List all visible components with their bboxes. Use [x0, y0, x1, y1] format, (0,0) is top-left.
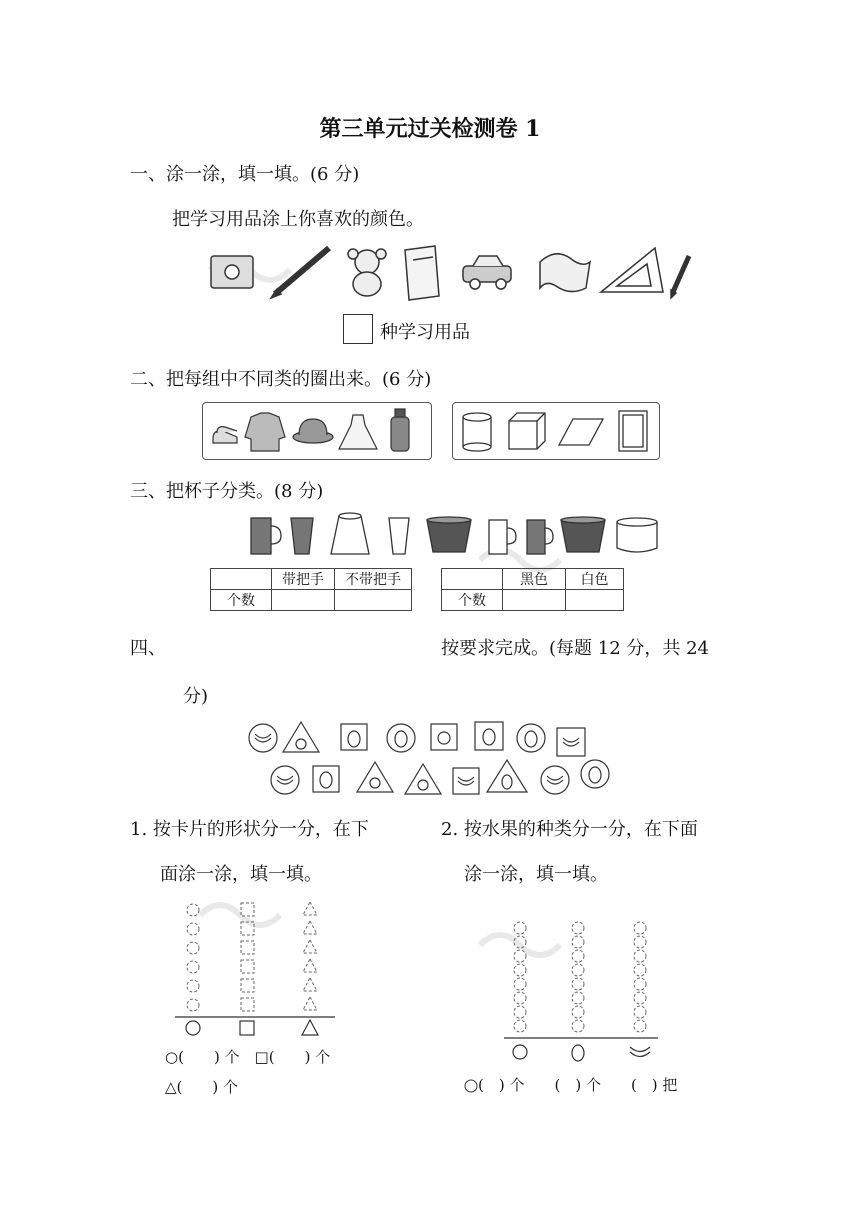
answer-cell[interactable] [503, 590, 566, 611]
cylinder-icon[interactable] [463, 413, 491, 451]
pencil-sharpener-icon[interactable] [211, 256, 253, 288]
q4-fruit-cards [245, 718, 625, 800]
q4-sub2-fill-row[interactable] [464, 1074, 677, 1095]
apple-icon [464, 1079, 478, 1093]
triangle-label-icon [302, 1020, 318, 1035]
q4-heading-cont: 分) [183, 686, 209, 707]
triangle-card-apple2-icon[interactable] [357, 762, 393, 792]
q4-sub1-shape-chart [170, 898, 360, 1038]
dress-icon[interactable] [339, 415, 377, 449]
q1-items-row [205, 242, 695, 302]
bowl-black2-icon[interactable] [561, 517, 605, 552]
circle-card-banana2-icon[interactable] [271, 766, 299, 794]
q3-table-color [441, 568, 624, 611]
square-label-icon [240, 1021, 254, 1035]
thermos-icon[interactable] [391, 409, 409, 451]
q4-sub1-line1: 1. 按卡片的形状分一分，在下 [130, 819, 369, 840]
table-header-cell [211, 569, 272, 590]
q2-heading: 二、把每组中不同类的圈出来。(6 分) [130, 369, 432, 390]
q4-sub2-fruit-chart [500, 918, 670, 1068]
q4-sub2-fill-text: ( ) 个 ( ) 个 ( ) 把 [478, 1076, 678, 1094]
q1-answer-suffix: 种学习用品 [380, 322, 470, 343]
table-header-cell: 白色 [566, 569, 624, 590]
table-row-label: 个数 [442, 590, 503, 611]
triangle-card-apple3-icon[interactable] [405, 764, 441, 794]
square-card-banana-icon[interactable] [557, 728, 585, 756]
q2-group1 [202, 402, 432, 460]
frame-square-icon[interactable] [619, 411, 647, 451]
answer-cell[interactable] [566, 590, 624, 611]
circle-card-pear2-icon[interactable] [517, 724, 545, 752]
toy-car-icon[interactable] [463, 256, 511, 289]
answer-cell[interactable] [335, 590, 412, 611]
circle-label-icon [186, 1021, 200, 1035]
notebook-icon[interactable] [405, 246, 439, 300]
square-card-pear3-icon[interactable] [313, 766, 339, 792]
q4-sub2-line1: 2. 按水果的种类分一分，在下面 [441, 819, 698, 840]
q4-sub1-fill-row1[interactable]: ○( ) 个 □( ) 个 [165, 1048, 331, 1066]
q2-group2 [452, 402, 660, 460]
table-header-cell: 带把手 [272, 569, 335, 590]
cup-black-handle2-icon[interactable] [527, 520, 553, 554]
bowl-white-icon[interactable] [617, 518, 657, 552]
q4-heading-text: 按要求完成。(每题 12 分，共 24 [441, 638, 709, 659]
pen-icon[interactable] [671, 256, 689, 298]
page-title: 第三单元过关检测卷 1 [319, 116, 541, 142]
circle-card-banana3-icon[interactable] [541, 766, 569, 794]
bowl-black-icon[interactable] [427, 517, 471, 552]
q4-sub1-line2: 面涂一涂，填一填。 [160, 864, 322, 885]
table-header-cell [442, 569, 503, 590]
q4-sub1-fill-row2[interactable]: △( ) 个 [165, 1078, 239, 1096]
q3-table-handle [210, 568, 412, 611]
doll-icon[interactable] [348, 249, 386, 296]
apple-label-icon [513, 1045, 527, 1059]
table-header-cell: 黑色 [503, 569, 566, 590]
shoes-icon[interactable] [213, 427, 237, 443]
q1-instruction: 把学习用品涂上你喜欢的颜色。 [172, 209, 424, 230]
pear-label-icon [572, 1045, 584, 1061]
circle-card-pear-icon[interactable] [387, 724, 415, 752]
pencil-icon[interactable] [271, 248, 329, 298]
square-card-apple-icon[interactable] [431, 724, 457, 750]
circle-card-pear3-icon[interactable] [581, 760, 609, 788]
cup-white-handle-icon[interactable] [489, 520, 516, 554]
triangle-card-pear-icon[interactable] [487, 760, 527, 792]
q3-heading: 三、把杯子分类。(8 分) [130, 481, 324, 502]
answer-cell[interactable] [272, 590, 335, 611]
triangle-card-apple-icon[interactable] [283, 722, 319, 752]
q4-heading-prefix: 四、 [130, 638, 166, 659]
square-card-pear2-icon[interactable] [475, 722, 503, 750]
q3-cups-row [245, 512, 665, 558]
table-header-cell: 不带把手 [335, 569, 412, 590]
table-row-label: 个数 [211, 590, 272, 611]
square-card-pear-icon[interactable] [341, 724, 367, 750]
q1-heading: 一、涂一涂，填一填。(6 分) [130, 164, 360, 185]
q4-sub2-line2: 涂一涂，填一填。 [464, 864, 608, 885]
sweater-icon[interactable] [245, 413, 285, 451]
cup-black-handle-icon[interactable] [251, 518, 281, 554]
cloth-icon[interactable] [540, 254, 590, 292]
parallelogram-icon[interactable] [559, 419, 603, 445]
set-square-icon[interactable] [601, 248, 663, 292]
square-card-banana2-icon[interactable] [453, 768, 479, 794]
q1-answer-box[interactable] [343, 314, 373, 344]
circle-card-banana-icon[interactable] [249, 724, 277, 752]
banana-label-icon [630, 1047, 650, 1057]
cup-black-icon[interactable] [291, 518, 313, 554]
cup-white-wide-icon[interactable] [331, 513, 369, 554]
cube-icon[interactable] [509, 413, 545, 449]
hat-icon[interactable] [293, 419, 333, 443]
cup-white-icon[interactable] [389, 518, 409, 554]
